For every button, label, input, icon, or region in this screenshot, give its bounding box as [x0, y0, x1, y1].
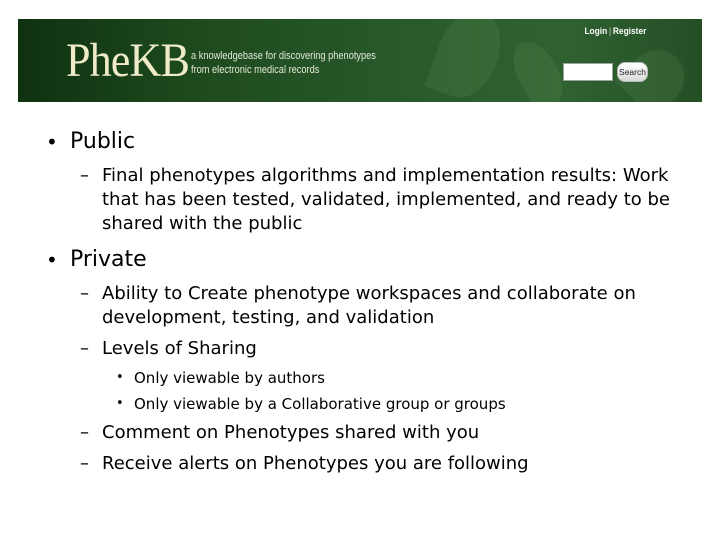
- dash-mark: –: [80, 453, 89, 474]
- levels-of-sharing-text: Levels of Sharing: [102, 338, 257, 359]
- private-alerts-text: Receive alerts on Phenotypes you are following: [102, 453, 529, 474]
- bullet-mark: •: [116, 370, 124, 385]
- tagline-line-1: a knowledgebase for discovering phenotypes: [191, 50, 376, 62]
- link-separator: |: [608, 26, 611, 37]
- login-link[interactable]: Login: [584, 26, 607, 37]
- dash-mark: –: [80, 165, 89, 186]
- private-comment-text: Comment on Phenotypes shared with you: [102, 422, 480, 443]
- bullet-public-label: Public: [70, 129, 136, 154]
- public-final-phenotypes-text: Final phenotypes algorithms and implementation results: Work that has been tested, validated, implemented, and ready to be shared with the public: [102, 165, 671, 234]
- bullet-private-label: Private: [70, 247, 147, 272]
- dash-mark: –: [80, 283, 89, 304]
- bullet-mark: •: [46, 248, 58, 272]
- dash-mark: –: [80, 338, 89, 359]
- register-link[interactable]: Register: [612, 26, 646, 37]
- search-button[interactable]: Search: [617, 62, 648, 82]
- tagline-line-2: from electronic medical records: [191, 64, 320, 76]
- bullet-mark: •: [46, 130, 58, 154]
- private-workspaces-text: Ability to Create phenotype workspaces and collaborate on development, testing, and validation: [102, 283, 636, 328]
- phekb-logo[interactable]: PheKB: [66, 34, 189, 87]
- dash-mark: –: [80, 422, 89, 443]
- sharing-collaborative-group-text: Only viewable by a Collaborative group or groups: [134, 395, 506, 413]
- sharing-authors-only-text: Only viewable by authors: [134, 369, 325, 387]
- bullet-mark: •: [116, 396, 124, 411]
